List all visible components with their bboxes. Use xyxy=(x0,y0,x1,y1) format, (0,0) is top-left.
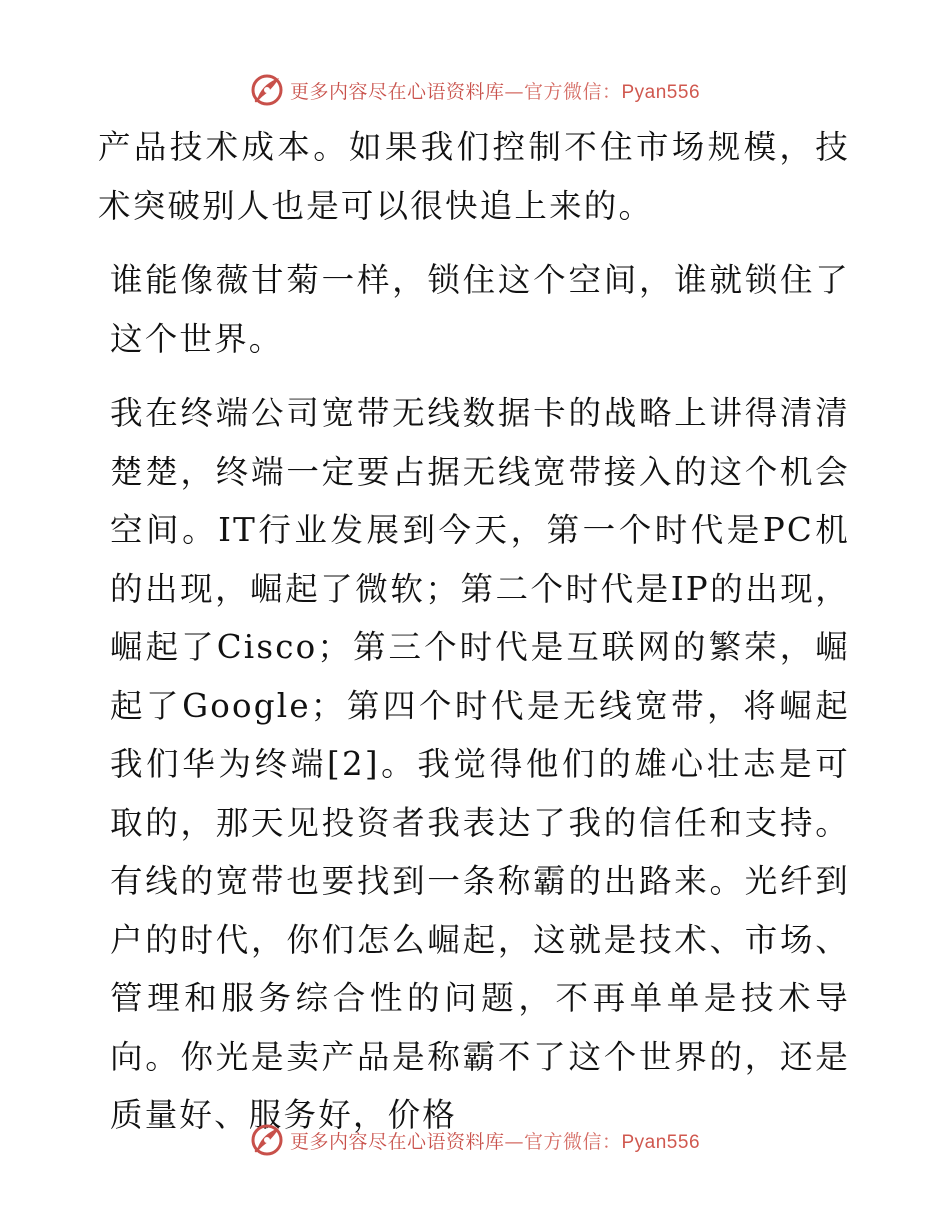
footer-banner-official: 官方微信： xyxy=(523,1130,622,1153)
footer-banner-text xyxy=(290,1127,700,1154)
footer-banner-dash: — xyxy=(504,1130,524,1153)
footer-banner-main: 更多内容尽在心语资料库 xyxy=(289,1130,505,1153)
header-banner-wechat-id: Pyan556 xyxy=(621,81,701,103)
feather-pen-logo-icon xyxy=(250,73,284,107)
document-body xyxy=(98,118,850,1161)
feather-pen-logo-icon xyxy=(250,1123,284,1157)
header-banner-dash: — xyxy=(504,80,524,103)
header-banner-text xyxy=(290,77,700,104)
paragraph-1: 产品技术成本。如果我们控制不住市场规模，技术突破别人也是可以很快追上来的。 xyxy=(98,128,850,225)
footer-banner xyxy=(0,1120,950,1160)
header-banner xyxy=(0,70,950,110)
paragraph-2: 谁能像薇甘菊一样，锁住这个空间，谁就锁住了这个世界。 xyxy=(110,261,850,358)
paragraph-3: 我在终端公司宽带无线数据卡的战略上讲得清清楚楚，终端一定要占据无线宽带接入的这个机会空间。IT行业发展到今天，第一个时代是PC机的出现，崛起了微软；第二个时代是IP的出现，崛起了Cisco；第三个时代是互联网的繁荣，崛起了Google；第四个时代是无线宽带，将崛起我们华为终端[2]。我觉得他们的雄心壮志是可取的，那天见投资者我表达了我的信任和支持。有线的宽带也要找到一条称霸的出路来。光纤到户的时代，你们怎么崛起，这就是技术、市场、管理和服务综合性的问题，不再单单是技术导向。你光是卖产品是称霸不了这个世界的，还是质量好、服务好，价格 xyxy=(110,394,850,1134)
header-banner-main: 更多内容尽在心语资料库 xyxy=(289,80,505,103)
footer-banner-wechat-id: Pyan556 xyxy=(621,1131,701,1153)
header-banner-official: 官方微信： xyxy=(523,80,622,103)
